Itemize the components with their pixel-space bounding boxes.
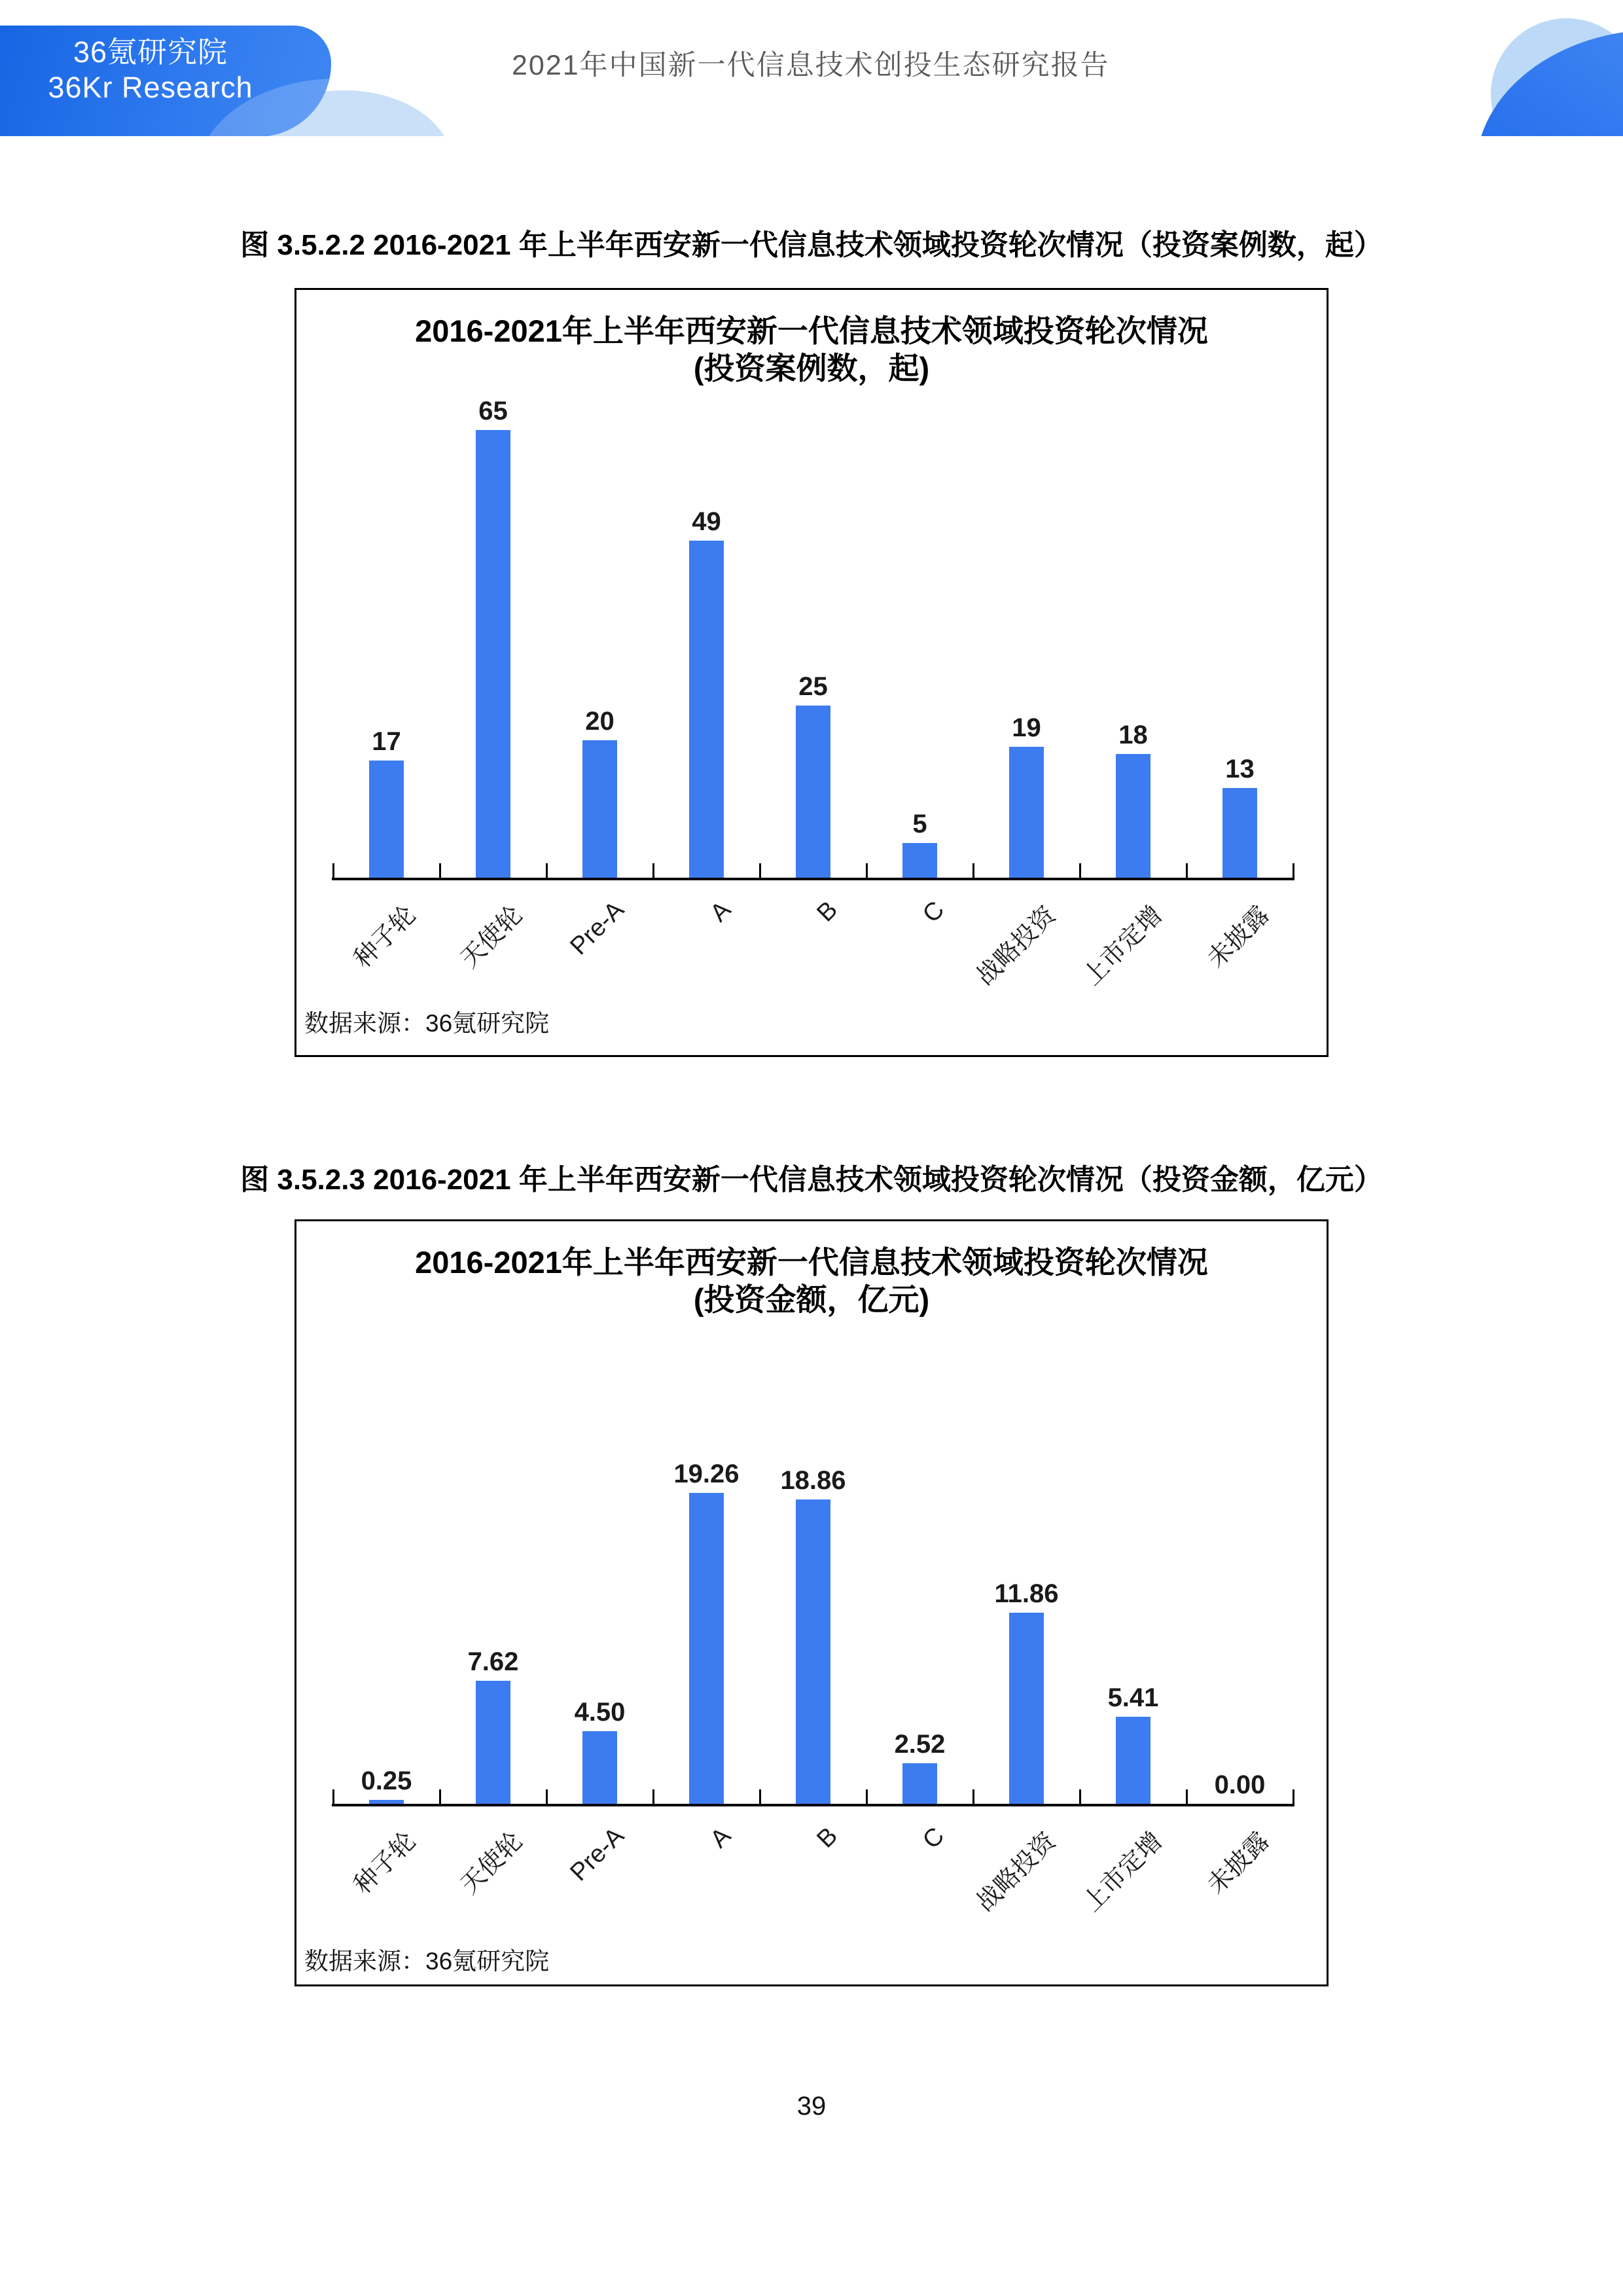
chart-investment-amount (294, 1219, 1329, 1986)
category-label: 种子轮 (349, 901, 421, 974)
category-label: B (812, 896, 844, 927)
category-label: Pre-A (565, 1822, 630, 1887)
axis-tick (759, 863, 761, 878)
axis-tick (332, 863, 334, 878)
chart-source: 数据来源：36氪研究院 (304, 1948, 550, 1975)
logo (16, 35, 285, 105)
category-label: 战略投资 (971, 901, 1061, 991)
bar (582, 740, 617, 878)
chart-plot-area (294, 288, 1329, 1057)
logo-line2: 36Kr Research (48, 71, 253, 104)
report-title: 2021年中国新一代信息技术创投生态研究报告 (512, 50, 1110, 81)
chart-subtitle: (投资金额，亿元) (693, 1282, 930, 1317)
bar-value-label: 0.25 (361, 1767, 412, 1795)
bar-value-label: 19.26 (673, 1460, 740, 1488)
logo-line1: 36氪研究院 (73, 35, 228, 69)
bar-value-label: 18.86 (780, 1466, 846, 1495)
axis-tick (652, 863, 654, 878)
category-label: B (812, 1822, 844, 1854)
bar-value-label: 5 (912, 810, 927, 838)
bar-value-label: 25 (798, 672, 828, 701)
axis-tick (1293, 863, 1294, 878)
bar-value-label: 13 (1225, 755, 1255, 783)
bar (796, 706, 830, 878)
chart-plot-area (294, 1219, 1329, 1986)
x-axis-line (332, 1804, 1294, 1806)
bar (1009, 1613, 1044, 1804)
category-label: A (705, 1822, 737, 1854)
x-axis-line (332, 878, 1294, 880)
axis-tick (1079, 863, 1081, 878)
bar-value-label: 5.41 (1107, 1683, 1159, 1712)
category-label: 天使轮 (455, 1827, 528, 1900)
category-label: 未披露 (1202, 1827, 1275, 1900)
axis-tick (546, 1789, 548, 1804)
axis-tick (1079, 1789, 1081, 1804)
axis-tick (866, 1789, 868, 1804)
bar-value-label: 49 (692, 507, 721, 536)
bar (1116, 1717, 1150, 1804)
page-header (0, 0, 1623, 136)
bar (476, 1681, 510, 1804)
axis-tick (1186, 863, 1188, 878)
bar-value-label: 65 (478, 397, 508, 425)
bar (902, 1763, 937, 1804)
axis-tick (546, 863, 548, 878)
bar-value-label: 17 (372, 727, 401, 756)
bar-value-label: 20 (585, 707, 615, 736)
bar (582, 1731, 617, 1804)
bar (476, 430, 510, 878)
axis-tick (866, 863, 868, 878)
bar-value-label: 2.52 (894, 1730, 946, 1759)
figure-caption-3-5-2-3: 图 3.5.2.3 2016-2021 年上半年西安新一代信息技术领域投资轮次情况（投资金额，亿元） (240, 1164, 1383, 1196)
bar (369, 761, 404, 878)
bar-value-label: 4.50 (574, 1698, 626, 1727)
bar (689, 1493, 724, 1804)
bar-value-label: 0.00 (1214, 1770, 1266, 1799)
bar-value-label: 18 (1118, 721, 1148, 749)
category-label: 未披露 (1202, 901, 1275, 974)
category-label: 上市定增 (1078, 1827, 1168, 1917)
category-label: C (918, 1822, 950, 1855)
category-label: A (705, 896, 737, 927)
bar (369, 1800, 404, 1804)
axis-tick (759, 1789, 761, 1804)
axis-tick (972, 863, 974, 878)
category-label: 天使轮 (455, 901, 528, 974)
chart-subtitle: (投资案例数，起) (693, 351, 930, 386)
bar (1009, 747, 1044, 878)
category-label: Pre-A (565, 896, 630, 961)
bar (1222, 788, 1257, 878)
bar-value-label: 11.86 (994, 1579, 1059, 1608)
page-number: 39 (796, 2092, 827, 2121)
bar (796, 1499, 830, 1804)
category-label: 战略投资 (971, 1827, 1061, 1917)
figure-caption-3-5-2-2: 图 3.5.2.2 2016-2021 年上半年西安新一代信息技术领域投资轮次情况（投资案例数，起） (240, 229, 1383, 261)
axis-tick (439, 863, 441, 878)
chart-source: 数据来源：36氪研究院 (304, 1010, 550, 1037)
chart-title: 2016-2021年上半年西安新一代信息技术领域投资轮次情况 (415, 1245, 1208, 1280)
bar-value-label: 19 (1012, 713, 1041, 742)
bar (1116, 754, 1150, 878)
category-label: 上市定增 (1078, 901, 1168, 991)
bar (689, 541, 724, 878)
category-label: 种子轮 (349, 1827, 421, 1900)
axis-tick (652, 1789, 654, 1804)
axis-tick (972, 1789, 974, 1804)
chart-title: 2016-2021年上半年西安新一代信息技术领域投资轮次情况 (415, 314, 1208, 348)
bar-value-label: 7.62 (467, 1647, 519, 1676)
chart-investment-cases (294, 288, 1329, 1057)
bar (902, 843, 937, 878)
category-label: C (918, 896, 950, 929)
